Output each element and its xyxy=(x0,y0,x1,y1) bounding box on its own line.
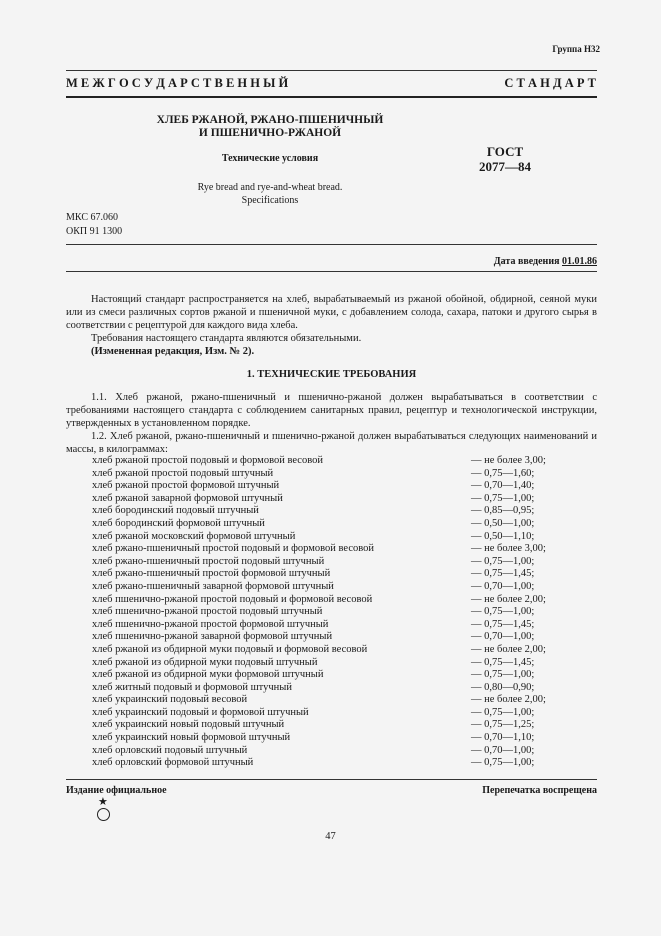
title-line-2: И ПШЕНИЧНО-РЖАНОЙ xyxy=(198,127,342,139)
list-item xyxy=(92,644,597,657)
bread-mass: — 0,75—1,00; xyxy=(471,555,535,567)
bread-mass: — 0,70—1,40; xyxy=(471,480,535,492)
bread-name: хлеб орловский формовой штучный xyxy=(92,757,254,769)
document-subtitle: Технические условия xyxy=(221,153,319,164)
bread-name: хлеб ржаной московский формовой штучный xyxy=(92,530,296,542)
intro-scope: Настоящий стандарт распространяется на хлеб, вырабатываемый из ржаной обойной, обдирной, сеяной муки или из смеси различных сортов ржаной и пшеничной муки, с добавлением солода, сахара, патоки и другого сырья в соответствии с рецептурой для каждого вида хлеба. xyxy=(66,294,597,331)
bread-name: хлеб ржаной простой подовый и формовой весовой xyxy=(92,455,323,466)
list-item xyxy=(92,707,597,720)
standard-banner xyxy=(66,76,596,91)
banner-word-standard: С Т А Н Д А Р Т xyxy=(504,76,596,90)
bread-mass: — 0,75—1,00; xyxy=(471,669,535,681)
list-item xyxy=(92,745,597,758)
bread-mass-list xyxy=(92,455,597,770)
bread-mass: — 0,75—1,00; xyxy=(471,706,535,718)
banner-word-interstate: М Е Ж Г О С У Д А Р С Т В Е Н Н Ы Й xyxy=(66,76,289,90)
english-title xyxy=(140,181,400,207)
bread-mass: — не более 3,00; xyxy=(471,455,546,466)
bread-mass: — 0,75—1,25; xyxy=(471,719,535,731)
english-title-line-2: Specifications xyxy=(241,195,299,206)
list-item xyxy=(92,493,597,506)
bread-mass: — 0,50—1,10; xyxy=(471,530,535,542)
list-item xyxy=(92,631,597,644)
bread-name: хлеб ржано-пшеничный простой формовой штучный xyxy=(92,568,331,580)
list-item xyxy=(92,694,597,707)
bread-mass: — 0,75—1,00; xyxy=(471,492,535,504)
bread-mass: — 0,75—1,00; xyxy=(471,757,535,769)
list-item xyxy=(92,556,597,569)
group-code: Группа Н32 xyxy=(552,44,600,54)
banner-rule xyxy=(66,96,597,98)
bread-name: хлеб украинский подовый весовой xyxy=(92,694,248,706)
bread-name: хлеб пшенично-ржаной простой подовый штучный xyxy=(92,606,323,618)
bread-name: хлеб бородинский формовой штучный xyxy=(92,517,265,529)
effective-date xyxy=(494,256,597,267)
list-item xyxy=(92,518,597,531)
bread-mass: — не более 2,00; xyxy=(471,593,546,605)
bread-mass: — не более 2,00; xyxy=(471,694,546,706)
bread-name: хлеб украинский новый подовый штучный xyxy=(92,719,285,731)
list-item xyxy=(92,531,597,544)
footer-rule xyxy=(66,779,597,780)
bread-name: хлеб ржано-пшеничный простой подовый штучный xyxy=(92,555,325,567)
document-title xyxy=(140,114,400,140)
okp-code: ОКП 91 1300 xyxy=(66,226,123,237)
star-icon: ★ xyxy=(98,796,108,808)
bread-mass: — не более 3,00; xyxy=(471,543,546,555)
effective-date-value: 01.01.86 xyxy=(562,256,597,267)
english-title-line-1: Rye bread and rye-and-wheat bread. xyxy=(197,182,343,193)
bread-name: хлеб ржаной из обдирной муки подовый штучный xyxy=(92,656,318,668)
bread-mass: — 0,70—1,00; xyxy=(471,744,535,756)
section-heading: 1. ТЕХНИЧЕСКИЕ ТРЕБОВАНИЯ xyxy=(246,369,417,380)
bread-mass: — 0,75—1,00; xyxy=(471,606,535,618)
title-line-1: ХЛЕБ РЖАНОЙ, РЖАНО-ПШЕНИЧНЫЙ xyxy=(156,114,384,126)
bread-name: хлеб ржаной простой подовый штучный xyxy=(92,467,274,479)
list-item xyxy=(92,757,597,770)
bread-name: хлеб пшенично-ржаной заварной формовой штучный xyxy=(92,631,333,643)
list-item xyxy=(92,719,597,732)
bread-mass: — не более 2,00; xyxy=(471,643,546,655)
clause-1-2: 1.2. Хлеб ржаной, ржано-пшеничный и пшенично-ржаной должен вырабатываться следующих наименований и массы, в килограммах: xyxy=(66,431,597,455)
bread-mass: — 0,70—1,10; xyxy=(471,732,535,744)
list-item xyxy=(92,468,597,481)
bread-mass: — 0,80—0,90; xyxy=(471,681,535,693)
bread-name: хлеб ржаной из обдирной муки формовой штучный xyxy=(92,669,324,681)
bread-mass: — 0,50—1,00; xyxy=(471,517,535,529)
bread-name: хлеб бородинский подовый штучный xyxy=(92,505,259,517)
reprint-prohibited: Перепечатка воспрещена xyxy=(482,785,597,796)
list-item xyxy=(92,455,597,468)
bread-name: хлеб пшенично-ржаной простой формовой штучный xyxy=(92,618,329,630)
mks-code: МКС 67.060 xyxy=(66,212,118,223)
date-rule xyxy=(66,271,597,272)
intro-mandatory: Требования настоящего стандарта являются обязательными. xyxy=(91,333,362,344)
bread-name: хлеб ржано-пшеничный простой подовый и формовой весовой xyxy=(92,543,374,555)
list-item xyxy=(92,480,597,493)
top-rule xyxy=(66,70,597,71)
bread-name: хлеб украинский новый формовой штучный xyxy=(92,732,291,744)
list-item xyxy=(92,581,597,594)
bread-mass: — 0,75—1,45; xyxy=(471,568,535,580)
bread-name: хлеб ржаной из обдирной муки подовый и формовой весовой xyxy=(92,643,368,655)
gost-number: 2077—84 xyxy=(479,159,531,174)
bread-mass: — 0,70—1,00; xyxy=(471,631,535,643)
list-item xyxy=(92,594,597,607)
bread-name: хлеб ржано-пшеничный заварной формовой штучный xyxy=(92,580,334,592)
list-item xyxy=(92,657,597,670)
section-body xyxy=(66,391,597,456)
list-item xyxy=(92,543,597,556)
list-item xyxy=(92,669,597,682)
bread-mass: — 0,85—0,95; xyxy=(471,505,535,517)
bread-name: хлеб ржаной простой формовой штучный xyxy=(92,480,280,492)
list-item xyxy=(92,682,597,695)
effective-date-label: Дата введения xyxy=(493,256,562,267)
list-item xyxy=(92,619,597,632)
bread-name: хлеб ржаной заварной формовой штучный xyxy=(92,492,283,504)
codes-rule xyxy=(66,244,597,245)
classification-codes xyxy=(66,211,122,239)
official-edition: Издание официальное xyxy=(66,785,167,796)
clause-1-1: 1.1. Хлеб ржаной, ржано-пшеничный и пшенично-ржаной должен вырабатываться в соответствии с требованиями настоящего стандарта с соблюдением санитарных правил, рецептур и технологической инструкции, утвержденных в установленном порядке. xyxy=(66,392,597,429)
bread-mass: — 0,70—1,00; xyxy=(471,580,535,592)
circle-icon xyxy=(97,808,110,821)
intro-amendment: (Измененная редакция, Изм. № 2). xyxy=(91,346,255,357)
list-item xyxy=(92,606,597,619)
bread-mass: — 0,75—1,45; xyxy=(471,618,535,630)
bread-name: хлеб орловский подовый штучный xyxy=(92,744,248,756)
list-item xyxy=(92,505,597,518)
page-number: 47 xyxy=(325,831,336,842)
bread-mass: — 0,75—1,45; xyxy=(471,656,535,668)
introduction xyxy=(66,293,597,358)
bread-name: хлеб житный подовый и формовой штучный xyxy=(92,681,292,693)
gost-label: ГОСТ xyxy=(486,144,524,159)
gost-designation xyxy=(455,144,555,174)
bread-name: хлеб пшенично-ржаной простой подовый и формовой весовой xyxy=(92,593,373,605)
list-item xyxy=(92,732,597,745)
bread-name: хлеб украинский подовый и формовой штучный xyxy=(92,706,309,718)
list-item xyxy=(92,568,597,581)
bread-mass: — 0,75—1,60; xyxy=(471,467,535,479)
